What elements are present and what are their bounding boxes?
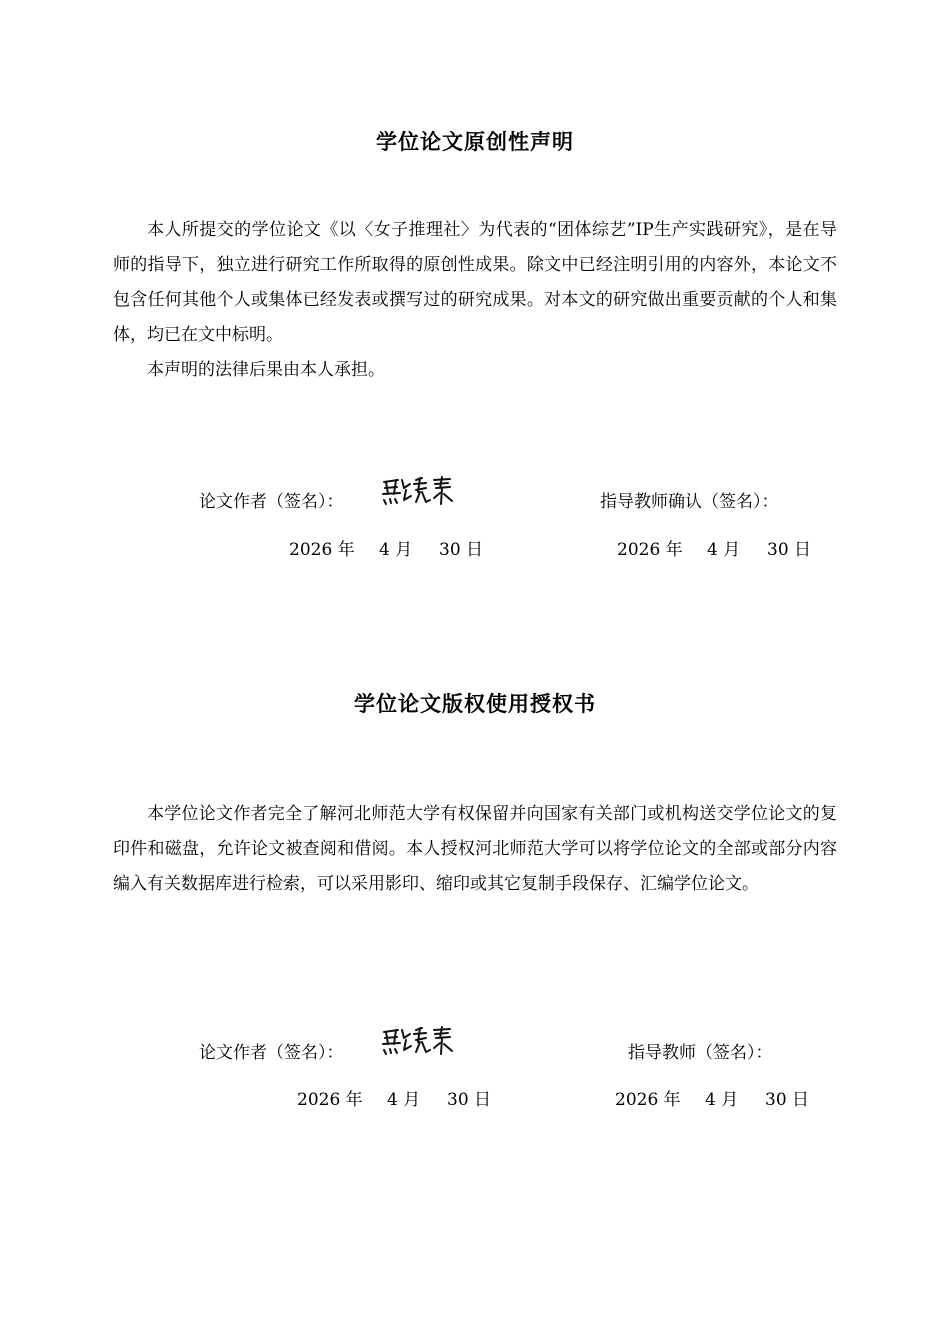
date-month: 4 月 [705, 1090, 739, 1110]
declaration-title: 学位论文原创性声明 [376, 130, 574, 154]
author-signature [380, 1024, 460, 1060]
declaration-paragraph: 本人所提交的学位论文《以〈女子推理社〉为代表的“团体综艺”IP生产实践研究》，是在导师的指导下，独立进行研究工作所取得的原创性成果。除文中已经注明引用的内容外，本论文不包含任何其他个人或集体已经发表或撰写过的研究成果。对本文的研究做出重要贡献的个人和集体，均已在文中标明。 [113, 220, 837, 345]
author-signature [380, 474, 460, 510]
declaration-paragraph: 本声明的法律后果由本人承担。 [147, 360, 385, 380]
authorization-paragraph: 本学位论文作者完全了解河北师范大学有权保留并向国家有关部门或机构送交学位论文的复印件和磁盘，允许论文被查阅和借阅。本人授权河北师范大学可以将学位论文的全部或部分内容编入有关数据库进行检索，可以采用影印、缩印或其它复制手段保存、汇编学位论文。 [113, 804, 837, 894]
declaration-supervisor-label: 指导教师确认（签名）： [600, 492, 779, 512]
declaration-supervisor-date [617, 535, 811, 560]
authorization-author-date [297, 1085, 491, 1110]
date-year: 2026 年 [297, 1090, 363, 1110]
date-year: 2026 年 [615, 1090, 681, 1110]
date-day: 30 日 [447, 1090, 492, 1110]
date-day: 30 日 [767, 540, 812, 560]
date-month: 4 月 [379, 540, 413, 560]
date-year: 2026 年 [617, 540, 683, 560]
authorization-supervisor-label: 指导教师（签名）： [628, 1043, 773, 1063]
date-year: 2026 年 [289, 540, 355, 560]
declaration-author-label: 论文作者（签名）： [199, 492, 344, 512]
declaration-author-date [289, 535, 483, 560]
authorization-author-label: 论文作者（签名）： [199, 1043, 344, 1063]
authorization-title: 学位论文版权使用授权书 [354, 692, 596, 716]
authorization-body [113, 797, 837, 902]
date-day: 30 日 [439, 540, 484, 560]
authorization-supervisor-date [615, 1085, 809, 1110]
declaration-body [113, 213, 837, 388]
date-day: 30 日 [765, 1090, 810, 1110]
date-month: 4 月 [387, 1090, 421, 1110]
date-month: 4 月 [707, 540, 741, 560]
